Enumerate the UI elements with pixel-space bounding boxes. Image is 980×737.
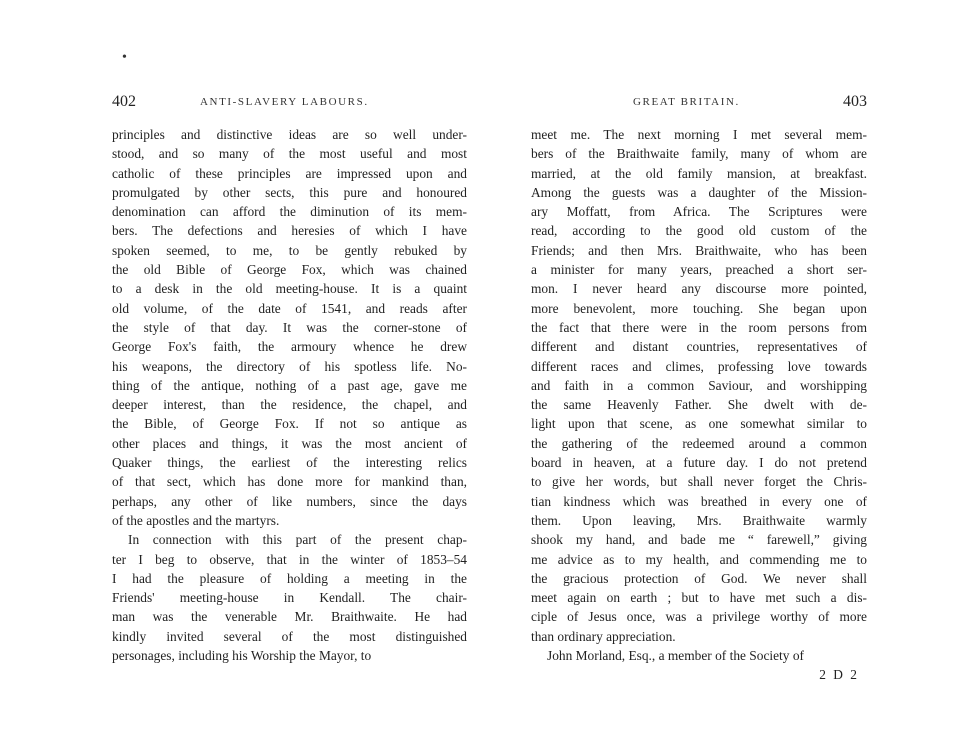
- text-line: of that sect, which has done more for mankind than,: [112, 474, 467, 490]
- text-line: ary Moffatt, from Africa. The Scriptures were: [531, 204, 867, 220]
- text-line: ter I beg to observe, that in the winter of 1853–54: [112, 551, 467, 567]
- text-line: man was the venerable Mr. Braithwaite. He had: [112, 609, 467, 625]
- text-line: promulgated by other sects, this pure and honoured: [112, 184, 467, 200]
- text-line: John Morland, Esq., a member of the Society of: [547, 648, 804, 664]
- text-line: spoken seemed, to me, to be gently rebuked by: [112, 242, 467, 258]
- left-page-text: [112, 125, 467, 665]
- text-line: different and distant countries, representatives of: [531, 339, 867, 355]
- text-line: the Bible, of George Fox. If not so antique as: [112, 416, 467, 432]
- text-line: and faith in a common Saviour, and worshipping: [531, 377, 867, 393]
- text-line: In connection with this part of the present chap-: [128, 532, 467, 548]
- right-page: [531, 93, 867, 685]
- text-line: a minister for many years, preached a short ser-: [531, 262, 867, 278]
- text-line: tian kindness which was breathed in every one of: [531, 493, 867, 509]
- text-line: denomination can afford the diminution of its mem-: [112, 204, 467, 220]
- left-page-number: 402: [112, 93, 136, 110]
- text-line: to a desk in the old meeting-house. It is a quaint: [112, 281, 467, 297]
- text-line: kindly invited several of the most distinguished: [112, 628, 467, 644]
- text-line: stood, and so many of the most useful and most: [112, 146, 467, 162]
- text-line: Among the guests was a daughter of the Mission-: [531, 184, 867, 200]
- text-line: more benevolent, more touching. She began upon: [531, 300, 867, 316]
- text-line: of the apostles and the martyrs.: [112, 512, 280, 528]
- right-page-number: 403: [843, 93, 867, 110]
- text-line: board in heaven, at a future day. I do not pretend: [531, 455, 867, 471]
- text-line: thing of the antique, nothing of a past age, gave me: [112, 377, 467, 393]
- right-running-head: GREAT BRITAIN.: [633, 96, 740, 108]
- text-line: principles and distinctive ideas are so well under-: [112, 127, 467, 142]
- text-line: mon. I never heard any discourse more pointed,: [531, 281, 867, 297]
- left-running-head: ANTI-SLAVERY LABOURS.: [200, 96, 369, 108]
- text-line: the fact that there were in the room persons from: [531, 319, 867, 335]
- text-line: George Fox's faith, the armoury whence he drew: [112, 339, 467, 355]
- text-line: meet again on earth ; but to have met such a dis-: [531, 590, 867, 606]
- text-line: light upon that scene, as one somewhat similar to: [531, 416, 867, 432]
- text-line: his weapons, the directory of his spotless life. No-: [112, 358, 467, 374]
- text-line: old volume, of the date of 1541, and reads after: [112, 300, 467, 316]
- text-line: than ordinary appreciation.: [531, 628, 676, 644]
- text-line: to give her words, but shall never forget the Chris-: [531, 474, 867, 490]
- left-page-header: [112, 93, 467, 115]
- text-line: bers. The defections and heresies of which I have: [112, 223, 467, 239]
- text-line: meet me. The next morning I met several mem-: [531, 127, 867, 142]
- text-line: ciple of Jesus once, was a privilege worthy of more: [531, 609, 867, 625]
- text-line: the old Bible of George Fox, which was chained: [112, 262, 467, 278]
- text-line: me advice as to my health, and commending me to: [531, 551, 867, 567]
- text-line: perhaps, any other of like numbers, since the days: [112, 493, 467, 509]
- text-line: catholic of these principles are impressed upon and: [112, 165, 467, 181]
- text-line: Quaker things, the earliest of the interesting relics: [112, 455, 467, 471]
- text-line: deeper interest, than the residence, the chapel, and: [112, 397, 467, 413]
- text-line: Friends' meeting-house in Kendall. The chair-: [112, 590, 467, 606]
- text-line: personages, including his Worship the Mayor, to: [112, 648, 372, 664]
- right-page-header: [531, 93, 867, 115]
- left-page: [112, 93, 467, 665]
- text-line: them. Upon leaving, Mrs. Braithwaite warmly: [531, 512, 867, 528]
- text-line: different races and climes, professing love towards: [531, 358, 867, 374]
- text-line: Friends; and then Mrs. Braithwaite, who has been: [531, 242, 867, 258]
- right-page-text: [531, 125, 867, 665]
- stray-mark: •: [122, 50, 127, 65]
- text-line: bers of the Braithwaite family, many of whom are: [531, 146, 867, 162]
- text-line: the gathering of the redeemed around a common: [531, 435, 867, 451]
- text-line: read, according to the good old custom of the: [531, 223, 867, 239]
- text-line: the same Heavenly Father. She dwelt with de-: [531, 397, 867, 413]
- text-line: the gracious protection of God. We never shall: [531, 570, 867, 586]
- text-line: married, at the old family mansion, at breakfast.: [531, 165, 867, 181]
- text-line: shook my hand, and bade me “ farewell,” giving: [531, 532, 867, 548]
- printer-signature: 2 D 2: [819, 667, 859, 683]
- text-line: the style of that day. It was the corner-stone of: [112, 319, 467, 335]
- text-line: I had the pleasure of holding a meeting in the: [112, 570, 467, 586]
- text-line: other places and things, it was the most ancient of: [112, 435, 467, 451]
